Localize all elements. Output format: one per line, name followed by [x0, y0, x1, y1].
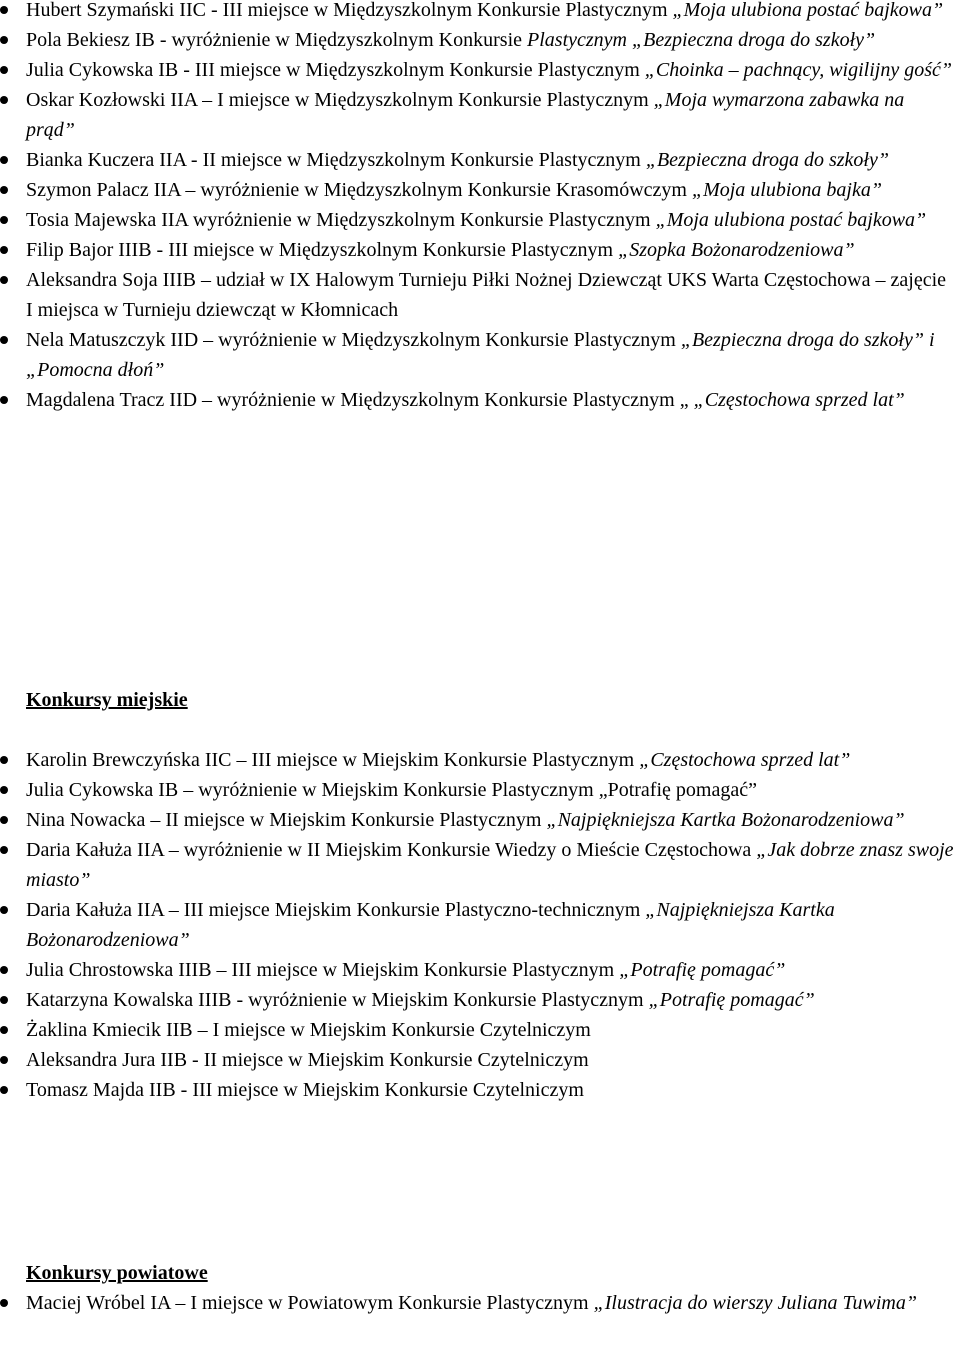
section-heading-city: Konkursy miejskie — [26, 689, 188, 711]
list-item — [0, 235, 960, 265]
award-title: „Bezpieczna droga do szkoły” — [645, 149, 889, 171]
award-title: „Najpiękniejsza Kartka Bożonarodzeniowa” — [26, 899, 835, 951]
award-title: „Bezpieczna droga do szkoły” i „Pomocna dłoń” — [26, 329, 935, 381]
list-item — [0, 745, 960, 775]
bullet-icon — [0, 1056, 8, 1064]
bullet-icon — [0, 276, 8, 284]
award-text: Julia Cykowska IB – wyróżnienie w Miejskim Konkursie Plastycznym „Potrafię pomagać” — [26, 779, 757, 801]
list-item — [0, 25, 960, 55]
list-item — [0, 385, 960, 415]
list-item — [0, 175, 960, 205]
section-heading-county: Konkursy powiatowe — [26, 1262, 208, 1284]
award-title: „Moja ulubiona postać bajkowa” — [655, 209, 927, 231]
award-text: Hubert Szymański IIC - III miejsce w Międzyszkolnym Konkursie Plastycznym — [26, 0, 673, 21]
county-awards-list — [0, 1288, 960, 1318]
list-item — [0, 55, 960, 85]
list-item — [0, 955, 960, 985]
award-text: Pola Bekiesz IB - wyróżnienie w Międzyszkolnym Konkursie — [26, 29, 528, 51]
list-item — [0, 895, 960, 955]
award-text: Julia Chrostowska IIIB – III miejsce w Miejskim Konkursie Plastycznym — [26, 959, 620, 981]
list-item — [0, 325, 960, 385]
bullet-icon — [0, 846, 8, 854]
bullet-icon — [0, 66, 8, 74]
award-text: Szymon Palacz IIA – wyróżnienie w Międzyszkolnym Konkursie Krasomówczym — [26, 179, 692, 201]
award-title: „Najpiękniejsza Kartka Bożonarodzeniowa” — [546, 809, 905, 831]
award-text: Bianka Kuczera IIA - II miejsce w Międzyszkolnym Konkursie Plastycznym — [26, 149, 646, 171]
list-item — [0, 1075, 960, 1105]
bullet-icon — [0, 96, 8, 104]
award-text: Tosia Majewska IIA wyróżnienie w Międzyszkolnym Konkursie Plastycznym — [26, 209, 656, 231]
list-item — [0, 145, 960, 175]
bullet-icon — [0, 1086, 8, 1094]
award-text: Filip Bajor IIIB - III miejsce w Międzyszkolnym Konkursie Plastycznym — [26, 239, 619, 261]
award-title: „Moja wymarzona zabawka na prąd” — [26, 89, 905, 141]
bullet-icon — [0, 6, 8, 14]
bullet-icon — [0, 246, 8, 254]
award-text: Magdalena Tracz IID – wyróżnienie w Międzyszkolnym Konkursie Plastycznym „ — [26, 389, 694, 411]
award-title: Plastycznym „Bezpieczna droga do szkoły” — [527, 29, 876, 51]
award-title: „Moja ulubiona postać bajkowa” — [672, 0, 944, 21]
city-awards-list — [0, 745, 960, 1105]
city-awards-block — [0, 745, 960, 1105]
interschool-awards-block — [0, 0, 960, 415]
award-text: Katarzyna Kowalska IIIB - wyróżnienie w Miejskim Konkursie Plastycznym — [26, 989, 649, 1011]
list-item — [0, 205, 960, 235]
bullet-icon — [0, 816, 8, 824]
bullet-icon — [0, 966, 8, 974]
award-text: Nina Nowacka – II miejsce w Miejskim Konkursie Plastycznym — [26, 809, 547, 831]
award-title: „Moja ulubiona bajka” — [691, 179, 882, 201]
list-item — [0, 0, 960, 25]
interschool-awards-list — [0, 0, 960, 415]
award-text: Aleksandra Jura IIB - II miejsce w Miejskim Konkursie Czytelniczym — [26, 1049, 589, 1071]
award-title: „Choinka – pachnący, wigilijny gość” — [644, 59, 952, 81]
bullet-icon — [0, 186, 8, 194]
award-text: Maciej Wróbel IA – I miejsce w Powiatowym Konkursie Plastycznym — [26, 1292, 594, 1314]
award-text: Aleksandra Soja IIIB – udział w IX Halowym Turnieju Piłki Nożnej Dziewcząt UKS Warta Częstochowa – zajęcie I miejsca w Turnieju dziewcząt w Kłomnicach — [26, 269, 946, 321]
list-item — [0, 1288, 960, 1318]
award-title: „Częstochowa sprzed lat” — [639, 749, 851, 771]
list-item — [0, 835, 960, 895]
award-title: „Jak dobrze znasz swoje miasto” — [26, 839, 954, 891]
award-text: Nela Matuszczyk IID – wyróżnienie w Międzyszkolnym Konkursie Plastycznym — [26, 329, 681, 351]
award-text: Daria Kałuża IIA – III miejsce Miejskim Konkursie Plastyczno-technicznym — [26, 899, 646, 921]
bullet-icon — [0, 756, 8, 764]
bullet-icon — [0, 1299, 8, 1307]
county-awards-block — [0, 1288, 960, 1318]
bullet-icon — [0, 996, 8, 1004]
bullet-icon — [0, 36, 8, 44]
award-text: Daria Kałuża IIA – wyróżnienie w II Miejskim Konkursie Wiedzy o Mieście Częstochowa — [26, 839, 757, 861]
bullet-icon — [0, 786, 8, 794]
award-title: „Ilustracja do wierszy Juliana Tuwima” — [593, 1292, 917, 1314]
bullet-icon — [0, 906, 8, 914]
list-item — [0, 85, 960, 145]
bullet-icon — [0, 396, 8, 404]
award-text: Żaklina Kmiecik IIB – I miejsce w Miejskim Konkursie Czytelniczym — [26, 1019, 591, 1041]
award-title: „Potrafię pomagać” — [619, 959, 786, 981]
award-text: Tomasz Majda IIB - III miejsce w Miejskim Konkursie Czytelniczym — [26, 1079, 584, 1101]
bullet-icon — [0, 336, 8, 344]
list-item — [0, 265, 960, 325]
list-item — [0, 805, 960, 835]
list-item — [0, 775, 960, 805]
award-title: „Szopka Bożonarodzeniowa” — [618, 239, 855, 261]
list-item — [0, 1015, 960, 1045]
bullet-icon — [0, 1026, 8, 1034]
award-text: Julia Cykowska IB - III miejsce w Międzyszkolnym Konkursie Plastycznym — [26, 59, 645, 81]
award-title: „Potrafię pomagać” — [648, 989, 815, 1011]
list-item — [0, 1045, 960, 1075]
award-title: „Częstochowa sprzed lat” — [693, 389, 905, 411]
bullet-icon — [0, 156, 8, 164]
list-item — [0, 985, 960, 1015]
bullet-icon — [0, 216, 8, 224]
award-text: Karolin Brewczyńska IIC – III miejsce w Miejskim Konkursie Plastycznym — [26, 749, 640, 771]
award-text: Oskar Kozłowski IIA – I miejsce w Międzyszkolnym Konkursie Plastycznym — [26, 89, 654, 111]
